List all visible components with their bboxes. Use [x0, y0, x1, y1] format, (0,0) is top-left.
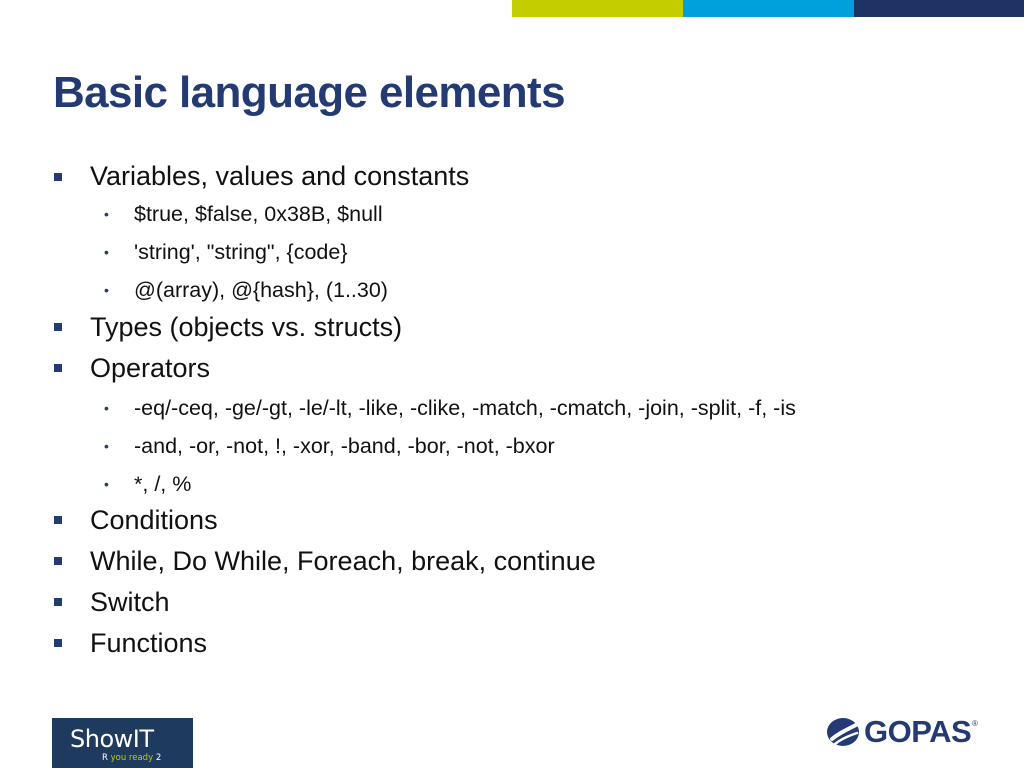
list-item: Conditions — [90, 505, 218, 535]
list-item: $true, $false, 0x38B, $null — [134, 202, 383, 226]
gopas-logo — [826, 716, 986, 750]
showit-logo-name: ShowIT — [70, 725, 154, 753]
list-item: 'string', "string", {code} — [134, 240, 348, 264]
list-item: While, Do While, Foreach, break, continue — [90, 546, 596, 576]
square-bullet-icon — [54, 639, 62, 647]
showit-logo — [52, 718, 193, 768]
top-stripe-green — [512, 0, 683, 17]
dot-bullet-icon: • — [104, 206, 109, 222]
list-item: Functions — [90, 628, 208, 658]
list-item: Variables, values and constants — [90, 161, 470, 191]
square-bullet-icon — [54, 598, 62, 606]
top-stripe-navy — [854, 0, 1024, 17]
square-bullet-icon — [54, 364, 62, 372]
top-stripe-blue — [683, 0, 854, 17]
square-bullet-icon — [54, 323, 62, 331]
square-bullet-icon — [54, 173, 62, 181]
list-item: Operators — [90, 353, 211, 383]
showit-logo-tagline: R you ready 2 — [102, 753, 162, 763]
slide-title: Basic language elements — [53, 68, 565, 117]
dot-bullet-icon: • — [104, 400, 109, 416]
list-item: *, /, % — [134, 472, 192, 496]
dot-bullet-icon: • — [104, 244, 109, 260]
dot-bullet-icon: • — [104, 438, 109, 454]
square-bullet-icon — [54, 557, 62, 565]
square-bullet-icon — [54, 516, 62, 524]
list-item: Types (objects vs. structs) — [90, 312, 403, 342]
registered-mark: ® — [972, 719, 978, 728]
list-item: -eq/-ceq, -ge/-gt, -le/-lt, -like, -clike, -match, -cmatch, -join, -split, -f, -is — [134, 396, 796, 420]
list-item: @(array), @{hash}, (1..30) — [134, 278, 388, 302]
gopas-logo-text: GOPAS — [864, 714, 972, 749]
list-item: -and, -or, -not, !, -xor, -band, -bor, -not, -bxor — [134, 434, 555, 458]
gopas-mark-icon — [826, 717, 860, 747]
list-item: Switch — [90, 587, 170, 617]
dot-bullet-icon: • — [104, 476, 109, 492]
dot-bullet-icon: • — [104, 282, 109, 298]
